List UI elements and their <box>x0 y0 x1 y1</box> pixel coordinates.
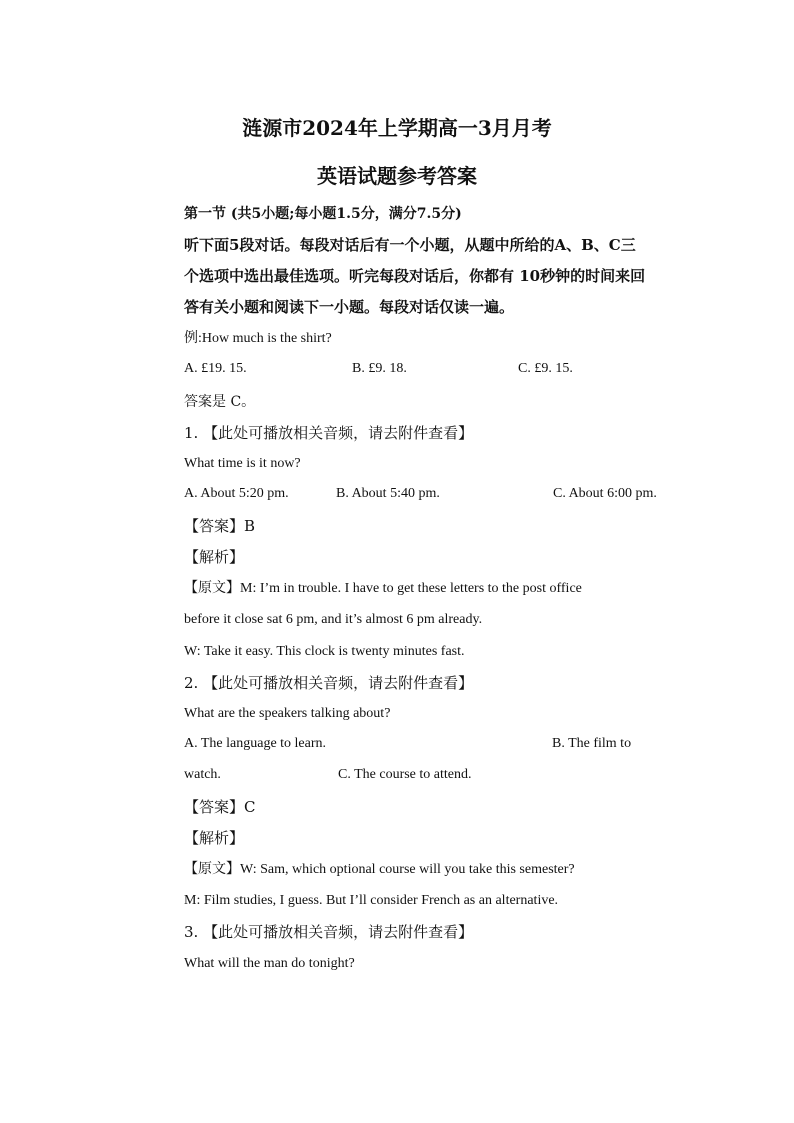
question-1-option-c: C. About 6:00 pm. <box>553 486 657 501</box>
question-2-analysis: 【解析】 <box>184 829 245 847</box>
question-3-text: What will the man do tonight? <box>184 956 355 971</box>
question-2-transcript-line: M: Film studies, I guess. But I’ll consider French as an alternative. <box>184 893 559 908</box>
question-1-analysis: 【解析】 <box>184 548 245 566</box>
question-2-header: 2. 【此处可播放相关音频，请去附件查看】 <box>184 674 474 692</box>
question-2-option-b: B. The film to <box>552 736 632 751</box>
question-2-answer: 【答案】C <box>184 798 256 816</box>
question-1-transcript-line: before it close sat 6 pm, and it’s almost 6 pm already. <box>184 612 483 627</box>
question-1-transcript-line: 【原文】M: I’m in trouble. I have to get these letters to the post office <box>184 581 582 596</box>
question-1-text: What time is it now? <box>184 456 301 471</box>
example-option-b: B. £9. 18. <box>352 361 407 376</box>
document-subtitle: 英语试题参考答案 <box>317 164 477 188</box>
question-1-header: 1. 【此处可播放相关音频，请去附件查看】 <box>184 424 474 442</box>
question-2-transcript-line: 【原文】W: Sam, which optional course will you take this semester? <box>184 862 575 877</box>
question-2-option-b-continued: watch. <box>184 767 221 782</box>
example-question: 例:How much is the shirt? <box>184 331 332 346</box>
instruction-line: 听下面5段对话。每段对话后有一个小题，从题中所给的A、B、C三 <box>184 236 636 254</box>
question-2-text: What are the speakers talking about? <box>184 706 391 721</box>
example-option-a: A. £19. 15. <box>184 361 247 376</box>
example-answer: 答案是 C。 <box>184 394 256 410</box>
instruction-line: 个选项中选出最佳选项。听完每段对话后，你都有 10秒钟的时间来回 <box>184 267 646 285</box>
question-3-header: 3. 【此处可播放相关音频，请去附件查看】 <box>184 923 474 941</box>
question-1-option-b: B. About 5:40 pm. <box>336 486 440 501</box>
instruction-line: 答有关小题和阅读下一小题。每段对话仅读一遍。 <box>184 298 515 316</box>
question-1-option-a: A. About 5:20 pm. <box>184 486 289 501</box>
question-1-answer: 【答案】B <box>184 517 256 535</box>
question-1-transcript-line: W: Take it easy. This clock is twenty minutes fast. <box>184 644 465 659</box>
section-heading: 第一节 (共5小题;每小题1.5分，满分7.5分) <box>184 206 462 222</box>
question-2-option-c: C. The course to attend. <box>338 767 472 782</box>
question-2-option-a: A. The language to learn. <box>184 736 327 751</box>
document-title: 涟源市2024年上学期高一3月月考 <box>242 116 552 140</box>
example-option-c: C. £9. 15. <box>518 361 573 376</box>
